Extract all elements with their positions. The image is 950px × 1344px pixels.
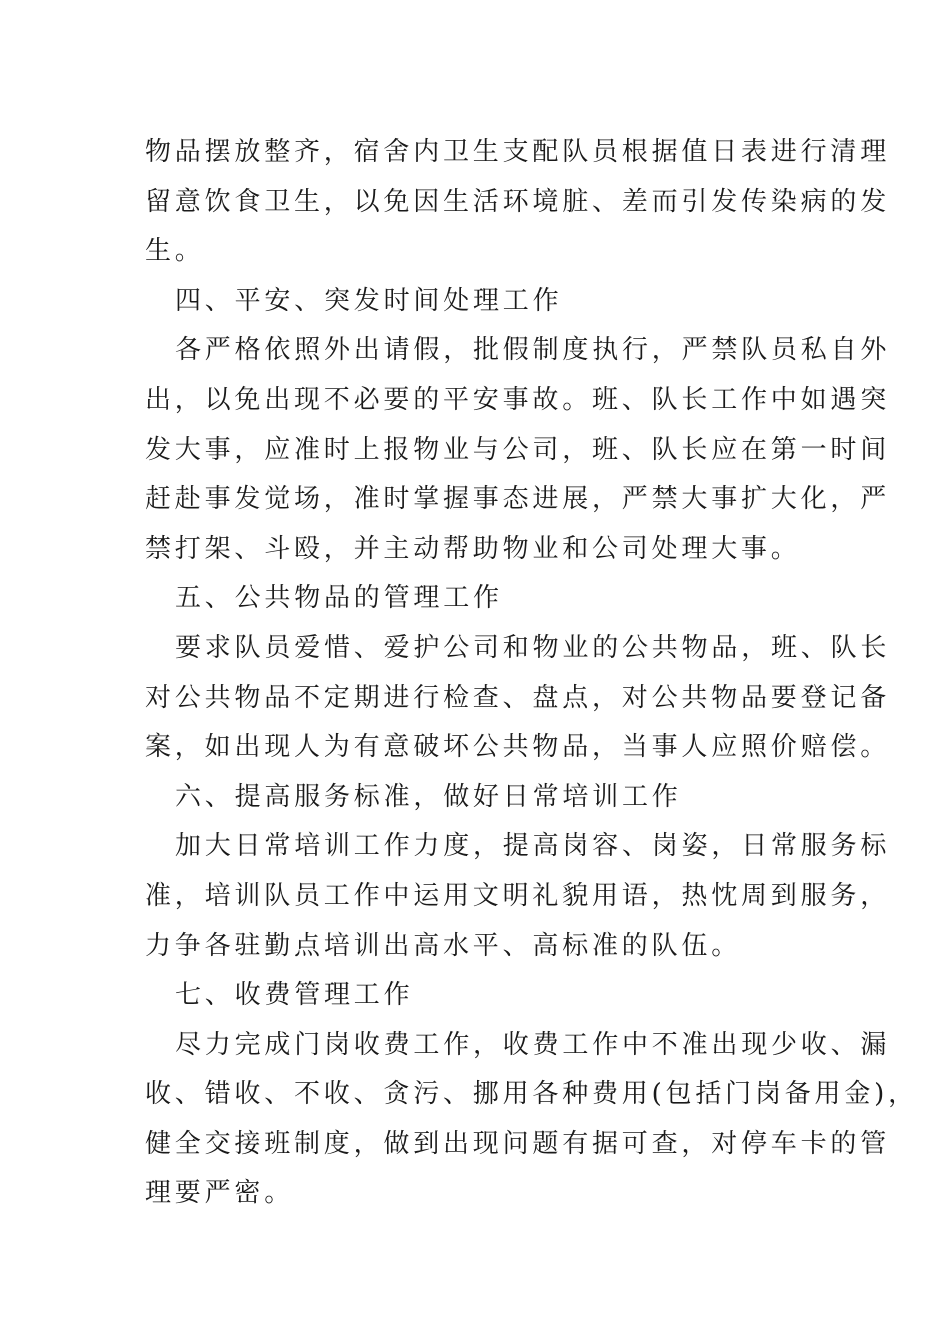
paragraph-first-line: 尽力完成门岗收费工作，收费工作中不准出现少收、漏 (175, 1029, 891, 1060)
text-line: 力争各驻勤点培训出高水平、高标准的队伍。 (145, 930, 742, 961)
document-body (145, 128, 918, 1219)
text-line: 理要严密。 (145, 1178, 295, 1209)
text-line: 禁打架、斗殴，并主动帮助物业和公司处理大事。 (145, 533, 801, 564)
text-line: 留意饮食卫生，以免因生活环境脏、差而引发传染病的发 (145, 186, 891, 217)
text-line: 收、错收、不收、贪污、挪用各种费用(包括门岗备用金)， (145, 1079, 918, 1110)
text-line: 出，以免出现不必要的平安事故。班、队长工作中如遇突 (145, 384, 891, 415)
text-line: 健全交接班制度，做到出现问题有据可查，对停车卡的管 (145, 1128, 891, 1159)
paragraph-first-line: 各严格依照外出请假，批假制度执行，严禁队员私自外 (175, 335, 891, 366)
text-line: 准，培训队员工作中运用文明礼貌用语，热忱周到服务， (145, 880, 891, 911)
text-line: 发大事，应准时上报物业与公司，班、队长应在第一时间 (145, 434, 891, 465)
section-heading: 六、提高服务标准，做好日常培训工作 (175, 781, 682, 812)
text-line: 对公共物品不定期进行检查、盘点，对公共物品要登记备 (145, 682, 891, 713)
section-heading: 四、平安、突发时间处理工作 (175, 285, 563, 316)
paragraph-first-line: 加大日常培训工作力度，提高岗容、岗姿，日常服务标 (175, 831, 891, 862)
text-line: 生。 (145, 236, 205, 267)
text-line: 物品摆放整齐，宿舍内卫生支配队员根据值日表进行清理 (145, 137, 891, 167)
section-heading: 七、收费管理工作 (175, 980, 414, 1011)
text-line: 赶赴事发觉场，准时掌握事态进展，严禁大事扩大化，严 (145, 484, 891, 515)
paragraph-first-line: 要求队员爱惜、爱护公司和物业的公共物品，班、队长 (175, 632, 891, 663)
text-line: 案，如出现人为有意破坏公共物品，当事人应照价赔偿。 (145, 732, 891, 763)
section-heading: 五、公共物品的管理工作 (175, 583, 503, 614)
